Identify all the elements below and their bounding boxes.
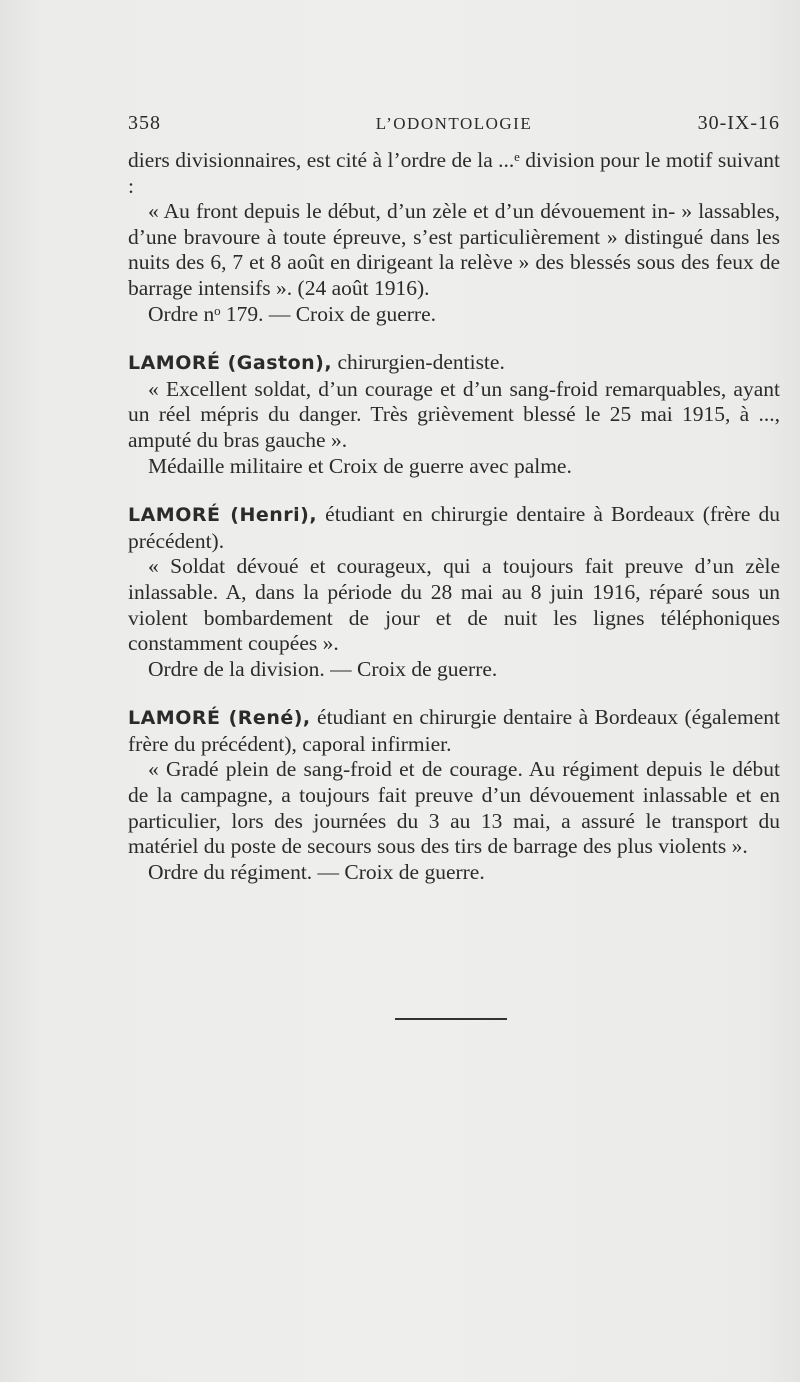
person-name: LAMORÉ (René), — [128, 707, 311, 730]
entry-rene-heading — [128, 705, 780, 757]
person-name: LAMORÉ (Gaston), — [128, 352, 333, 375]
paragraph-order: Ordre nᵒ 179. — Croix de guerre. — [148, 301, 437, 326]
person-role: étudiant en chirurgie dentaire à Bordeaux (frère du précédent). — [128, 502, 780, 553]
person-role: étudiant en chirurgie dentaire à Bordeaux (également frère du précédent), caporal infirmier. — [128, 705, 781, 756]
paragraph-citation-intro: diers divisionnaires, est cité à l’ordre de la ...ᵉ division pour le motif suivant : — [128, 148, 780, 198]
paragraph-rene-quote: « Gradé plein de sang-froid et de courage. Au régiment depuis le début de la campagne, a toujours fait preuve d’un dévouement inlassable et en particulier, lors des journées du 3 au 13 mai, a assuré le transport du matériel du poste de secours sous des tirs de barrage des plus violents ». — [128, 757, 780, 859]
entry-gaston-heading — [128, 350, 780, 377]
paragraph-citation-quote: « Au front depuis le début, d’un zèle et d’un dévouement in- » lassables, d’une bravoure à toute épreuve, s’est particulièrement » distingué dans les nuits des 6, 7 et 8 août en dirigeant la relève » des blessés sous des feux de barrage intensifs ». (24 août 1916). — [128, 199, 780, 300]
section-end-rule — [395, 1018, 507, 1020]
page-number: 358 — [128, 112, 161, 134]
person-role: chirurgien-dentiste. — [332, 350, 505, 375]
paragraph-henri-quote: « Soldat dévoué et courageux, qui a toujours fait preuve d’un zèle inlassable. A, dans la période du 28 mai au 8 juin 1916, réparé sous un violent bombardement de jour et de nuit les lignes téléphoniques constamment coupées ». — [128, 554, 780, 656]
running-header — [128, 112, 780, 142]
paragraph-henri-award: Ordre de la division. — Croix de guerre. — [148, 656, 498, 681]
person-name: LAMORÉ (Henri), — [128, 504, 318, 527]
entry-henri-heading — [128, 502, 780, 554]
paragraph-gaston-quote: « Excellent soldat, d’un courage et d’un sang-froid remarquables, ayant un réel mépris du danger. Très grièvement blessé le 25 mai 1915, à ..., amputé du bras gauche ». — [128, 376, 780, 452]
issue-date: 30-IX-16 — [697, 112, 780, 134]
journal-title: L’ODONTOLOGIE — [375, 114, 533, 133]
paragraph-gaston-award: Médaille militaire et Croix de guerre avec palme. — [148, 453, 572, 478]
paragraph-rene-award: Ordre du régiment. — Croix de guerre. — [148, 859, 485, 884]
page-body — [128, 148, 780, 885]
